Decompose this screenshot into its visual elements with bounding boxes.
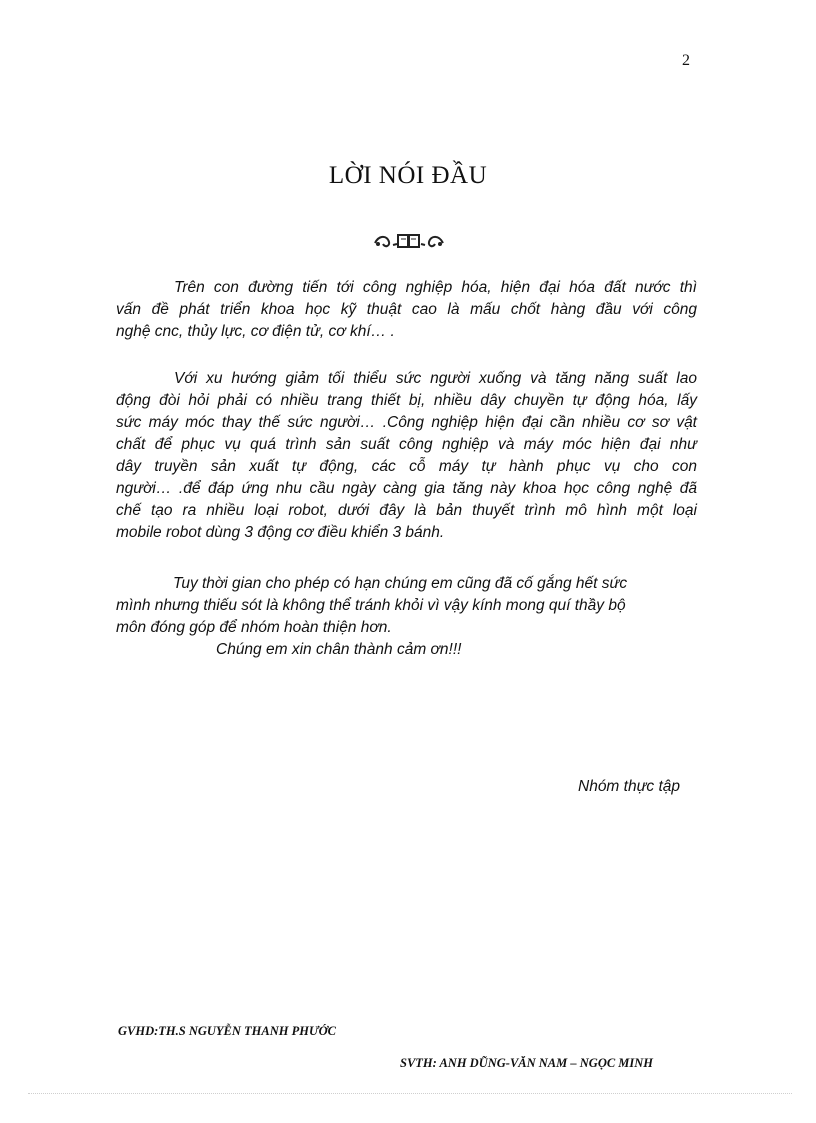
thanks-paragraph bbox=[116, 573, 697, 661]
paragraph-line: mobile robot dùng 3 động cơ điều khiển 3 bánh. bbox=[116, 524, 445, 541]
footer-advisor: GVHD:TH.S NGUYỄN THANH PHƯỚC bbox=[118, 1024, 337, 1038]
signature: Nhóm thực tập bbox=[578, 778, 681, 795]
page-title: LỜI NÓI ĐẦU bbox=[328, 162, 488, 189]
footer-divider bbox=[28, 1093, 792, 1094]
paragraph-line: người… .để đáp ứng nhu cầu ngày càng gia tăng này khoa học công nghệ đã bbox=[116, 480, 697, 497]
page-number: 2 bbox=[682, 52, 690, 69]
paragraph-line: nghệ cnc, thủy lực, cơ điện tử, cơ khí… . bbox=[116, 323, 395, 340]
paragraph-line: mình nhưng thiếu sót là không thể tránh khỏi vì vậy kính mong quí thầy bộ bbox=[116, 597, 626, 614]
intro-paragraph bbox=[116, 277, 697, 343]
book-ornament-icon bbox=[373, 231, 445, 251]
paragraph-line: môn đóng góp để nhóm hoàn thiện hơn. bbox=[116, 619, 392, 636]
paragraph-line: chế tạo ra nhiều loại robot, dưới đây là bản thuyết trình mô hình một loại bbox=[116, 502, 697, 519]
paragraph-line: động đòi hỏi phải có nhiều trang thiết bị, nhiều dây chuyền tự động hóa, lấy bbox=[116, 392, 697, 409]
paragraph-line: chất để phục vụ quá trình sản suất công nghiệp và máy móc hiện đại như bbox=[116, 436, 697, 453]
footer-students: SVTH: ANH DŨNG-VĂN NAM – NGỌC MINH bbox=[400, 1056, 654, 1070]
paragraph-line: Với xu hướng giảm tối thiểu sức người xuống và tăng năng suất lao bbox=[174, 370, 697, 387]
paragraph-line: vấn đề phát triển khoa học kỹ thuật cao là mấu chốt hàng đầu với công bbox=[116, 301, 697, 318]
paragraph-line: Tuy thời gian cho phép có hạn chúng em cũng đã cố gắng hết sức bbox=[173, 575, 628, 592]
thanks-line: Chúng em xin chân thành cảm ơn!!! bbox=[216, 641, 462, 658]
paragraph-line: Trên con đường tiến tới công nghiệp hóa, hiện đại hóa đất nước thì bbox=[174, 279, 697, 296]
trend-paragraph bbox=[116, 368, 697, 544]
paragraph-line: dây truyền sản xuất tự động, các cỗ máy tự hành phục vụ cho con bbox=[116, 458, 697, 475]
paragraph-line: sức máy móc thay thế sức người… .Công nghiệp hiện đại cần nhiều cơ sơ vật bbox=[116, 414, 697, 431]
